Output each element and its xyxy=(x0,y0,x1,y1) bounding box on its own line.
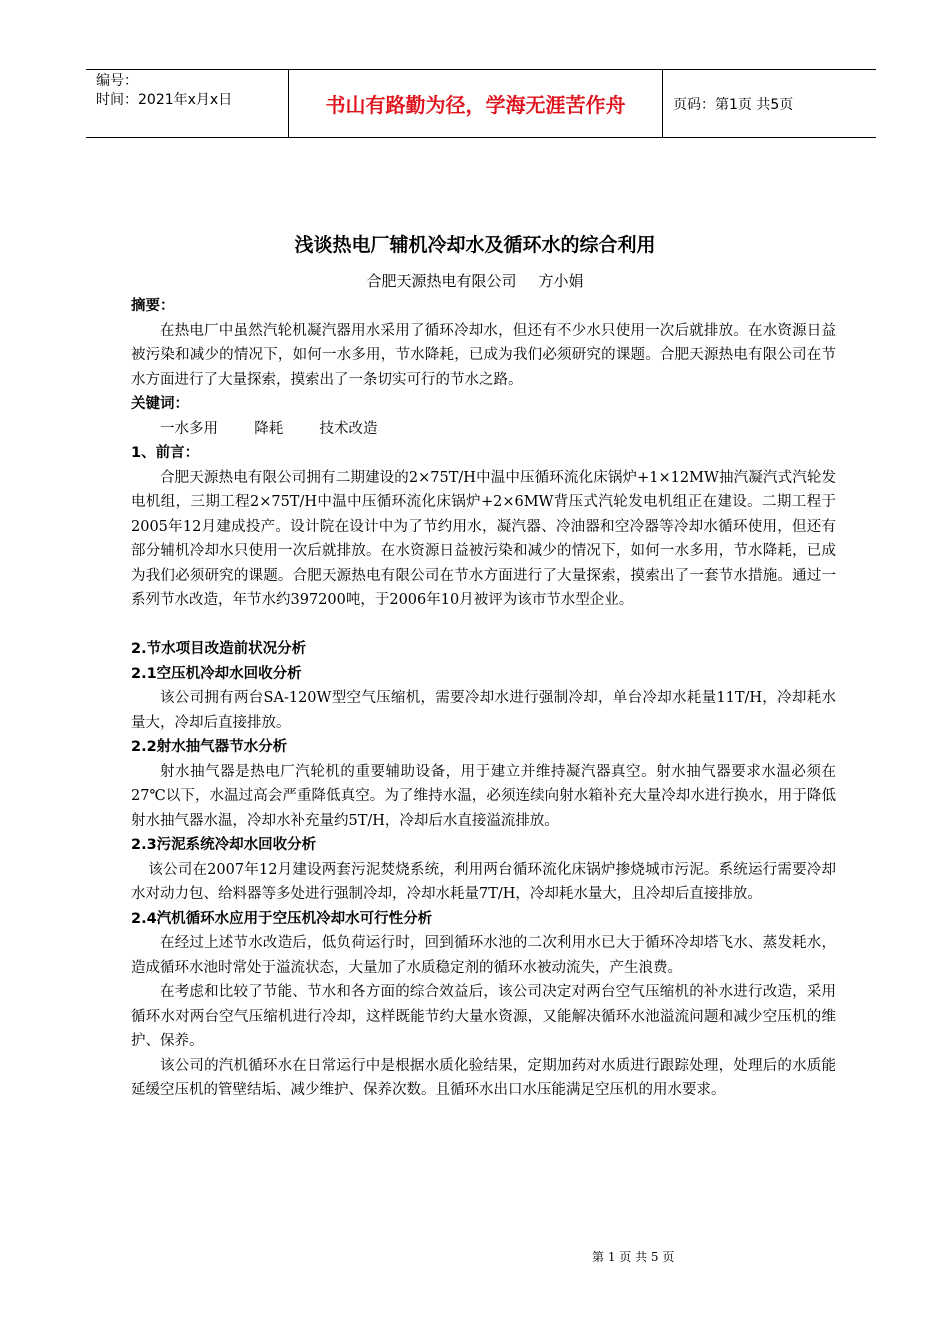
section-1-text: 合肥天源热电有限公司拥有二期建设的2×75T/H中温中压循环流化床锅炉+1×12MW抽汽凝汽式汽轮发电机组，三期工程2×75T/H中温中压循环流化床锅炉+2×6MW背压式汽轮发电机组正在建设。二期工程于2005年12月建成投产。设计院在设计中为了节约用水，凝汽器、冷油器和空冷器等冷却水循环使用，但还有部分辅机冷却水只使用一次后就排放。在水资源日益被污染和减少的情况下，如何一水多用，节水降耗，已成为我们必须研究的课题。合肥天源热电有限公司在节水方面进行了大量探索，摸索出了一套节水措施。通过一系列节水改造，年节水约397200吨，于2006年10月被评为该市节水型企业。 xyxy=(131,469,836,608)
keywords-list xyxy=(131,417,836,442)
section-2-1-text: 该公司拥有两台SA-120W型空气压缩机，需要冷却水进行强制冷却，单台冷却水耗量11T/H，冷却耗水量大，冷却后直接排放。 xyxy=(131,690,836,731)
section-2-heading: 2.节水项目改造前状况分析 xyxy=(131,641,307,657)
header-meta xyxy=(86,70,288,137)
article-byline xyxy=(0,270,950,291)
header-page-label: 页码：第1页 共5页 xyxy=(673,96,794,113)
article-body xyxy=(131,294,836,1103)
keywords-heading: 关键词： xyxy=(131,396,189,412)
number-label: 编号： xyxy=(96,73,138,89)
article-title: 浅谈热电厂辅机冷却水及循环水的综合利用 xyxy=(294,234,656,256)
section-2-2-heading: 2.2射水抽气器节水分析 xyxy=(131,739,288,755)
keyword: 一水多用 xyxy=(160,420,218,437)
section-2-4-para-3: 该公司的汽机循环水在日常运行中是根据水质化验结果，定期加药对水质进行跟踪处理，处理后的水质能延缓空压机的管壁结垢、减少维护、保养次数。且循环水出口水压能满足空压机的用水要求。 xyxy=(131,1057,836,1098)
section-2-4-heading: 2.4汽机循环水应用于空压机冷却水可行性分析 xyxy=(131,910,433,927)
section-2-2-text: 射水抽气器是热电厂汽轮机的重要辅助设备，用于建立并维持凝汽器真空。射水抽气器要求水温必须在27℃以下，水温过高会严重降低真空。为了维持水温，必须连续向射水箱补充大量冷却水进行换水，用于降低射水抽气器水温，冷却水补充量约5T/H，冷却后水直接溢流排放。 xyxy=(131,763,836,829)
author-name: 方小娟 xyxy=(538,272,584,290)
section-2-1-heading: 2.1空压机冷却水回收分析 xyxy=(131,665,302,682)
keyword: 技术改造 xyxy=(319,420,378,437)
time-label: 时间：2021年x月x日 xyxy=(96,92,233,108)
section-2-4-para-1: 在经过上述节水改造后，低负荷运行时，回到循环水池的二次利用水已大于循环冷却塔飞水、蒸发耗水，造成循环水池时常处于溢流状态，大量加了水质稳定剂的循环水被动流失，产生浪费。 xyxy=(131,935,836,976)
document-header xyxy=(86,69,876,138)
abstract-text: 在热电厂中虽然汽轮机凝汽器用水采用了循环冷却水，但还有不少水只使用一次后就排放。在水资源日益被污染和减少的情况下，如何一水多用，节水降耗，已成为我们必须研究的课题。合肥天源热电有限公司在节水方面进行了大量探索，摸索出了一条切实可行的节水之路。 xyxy=(131,322,836,388)
section-2-4-para-2: 在考虑和比较了节能、节水和各方面的综合效益后，该公司决定对两台空气压缩机的补水进行改造，采用循环水对两台空气压缩机进行冷却，这样既能节约大量水资源，又能解决循环水池溢流问题和减少空压机的维护、保养。 xyxy=(131,984,836,1049)
author-org: 合肥天源热电有限公司 xyxy=(366,272,517,290)
section-2-3-text: 该公司在2007年12月建设两套污泥焚烧系统，利用两台循环流化床锅炉掺烧城市污泥。系统运行需要冷却水对动力包、给料器等多处进行强制冷却，冷却水耗量7T/H，冷却耗水量大，且冷却后直接排放。 xyxy=(131,861,836,902)
header-motto: 书山有路勤为径，学海无涯苦作舟 xyxy=(288,70,663,137)
section-1-heading: 1、前言： xyxy=(131,445,200,461)
page-footer: 第 1 页 共 5 页 xyxy=(592,1250,675,1264)
abstract-heading: 摘要： xyxy=(131,298,175,314)
keyword: 降耗 xyxy=(254,420,284,437)
section-2-3-heading: 2.3污泥系统冷却水回收分析 xyxy=(131,837,317,853)
spacer xyxy=(131,613,836,638)
